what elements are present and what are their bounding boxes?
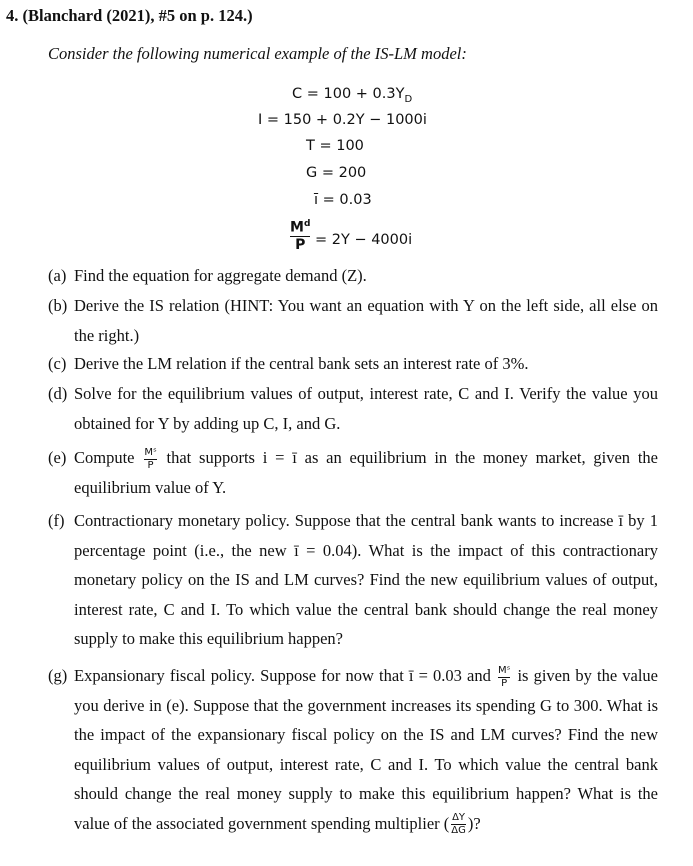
multiplier-fraction: $\frac{\Delta Y}{\Delta G}$	[451, 812, 466, 837]
interest-rate-equation: ī = 0.03	[314, 192, 372, 208]
part-d: (d) Solve for the equilibrium values of output, interest rate, C and I. Verify the value you obtained for Y by adding up C, I, and G.	[48, 384, 658, 433]
money-supply-fraction: $\frac{\text{Mˢ}}{P}$	[144, 446, 157, 471]
government-spending-equation: G = 200	[306, 165, 367, 181]
taxes-equation: T = 100	[306, 138, 364, 154]
intro-text: Consider the following numerical example of the IS-LM model:	[48, 44, 467, 63]
part-b: (b) Derive the IS relation (HINT: You want an equation with Y on the left side, all else on the right.)	[48, 296, 658, 345]
money-supply-fraction: $\frac{\text{Mˢ}}{P}$	[497, 664, 511, 689]
money-demand-rhs: = 2Y − 4000i	[315, 232, 413, 248]
consumption-equation: $C = 100 + 0.3Y_D$	[292, 86, 413, 105]
investment-equation: I = 150 + 0.2Y − 1000i	[258, 112, 427, 128]
part-g: (g) Expansionary fiscal policy. Suppose for now that ī = 0.03 and $\frac{\text{Mˢ}}{P}$ is given by the value you derive in (e). Suppose that the government increases its spending G to 300. What is the impact of the expansionary fiscal policy on the IS and LM curves? Find the new equilibrium values of output, interest rate, C and I. To which value the central bank should change the real money supply to make this equilibrium happen? What is the value of the associated government spending multiplier ( $\frac{\Delta Y}{\Delta G}$ )?	[48, 664, 658, 837]
part-e: (e) Compute $\frac{\text{Mˢ}}{P}$ that supports i = ī as an equilibrium in the money market, given the equilibrium value of Y.	[48, 446, 659, 497]
part-f: (f) Contractionary monetary policy. Suppose that the central bank wants to increase ī by 1 percentage point (i.e., the new ī = 0.04). What is the impact of this contractionary monetary policy on the IS and LM curves? Find the new equilibrium values of output, interest rate, C and I. To which value the central bank should change the real money supply to make this equilibrium happen?	[48, 511, 658, 648]
question-heading: 4. (Blanchard (2021), #5 on p. 124.)	[6, 6, 253, 25]
part-a: (a) Find the equation for aggregate demand (Z).	[48, 266, 367, 285]
part-c: (c) Derive the LM relation if the central bank sets an interest rate of 3%.	[48, 354, 529, 373]
money-demand-fraction: $M^d$ P	[290, 219, 311, 253]
